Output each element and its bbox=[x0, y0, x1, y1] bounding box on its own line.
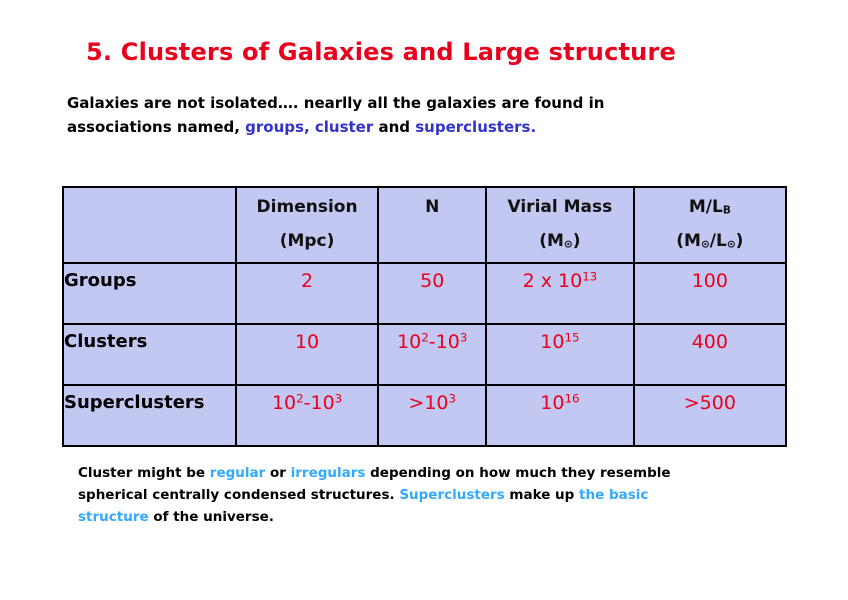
intro-line-1: Galaxies are not isolated…. nearlly all the galaxies are found in bbox=[67, 94, 605, 112]
header-virial-mass bbox=[486, 187, 634, 263]
cell-groups-virial-mass: 2 x $10^{13}$ bbox=[486, 263, 634, 324]
keyword-superclusters: superclusters bbox=[415, 118, 531, 136]
header-empty-cell bbox=[63, 187, 236, 263]
keyword-cluster: cluster bbox=[314, 118, 374, 136]
header-dimension-unit: (Mpc) bbox=[279, 231, 335, 251]
clusters-table bbox=[62, 186, 787, 447]
table-row-groups bbox=[63, 263, 786, 324]
header-virial-mass-label: Virial Mass bbox=[507, 197, 613, 217]
keyword-structure: structure bbox=[78, 509, 149, 525]
cell-superclusters-dimension: $10^2-10^3$ bbox=[236, 385, 379, 446]
cell-clusters-virial-mass: $10^{15}$ bbox=[486, 324, 634, 385]
intro-sep-2: and bbox=[373, 118, 416, 136]
cell-superclusters-n: $>10^3$ bbox=[378, 385, 486, 446]
row-label-superclusters: Superclusters bbox=[63, 385, 236, 446]
note-line-2: spherical centrally condensed structures. Superclusters make up the basic bbox=[78, 487, 649, 503]
keyword-the-basic: the basic bbox=[579, 487, 649, 503]
keyword-irregulars: irregulars bbox=[290, 465, 366, 481]
cell-clusters-dimension: 10 bbox=[236, 324, 379, 385]
header-mass-to-light-label: $M/L_B$ bbox=[688, 197, 731, 217]
note-paragraph bbox=[78, 462, 798, 528]
row-label-groups: Groups bbox=[63, 263, 236, 324]
row-label-clusters: Clusters bbox=[63, 324, 236, 385]
intro-line-2-prefix: associations named, bbox=[67, 118, 246, 136]
table-row-clusters bbox=[63, 324, 786, 385]
header-virial-mass-unit: $(M_⊙)$ bbox=[539, 231, 581, 251]
keyword-superclusters-note: Superclusters bbox=[399, 487, 505, 503]
header-n-label: N bbox=[425, 197, 440, 217]
keyword-groups: groups, bbox=[245, 118, 310, 136]
cell-groups-dimension: 2 bbox=[236, 263, 379, 324]
intro-paragraph bbox=[67, 91, 767, 139]
header-n bbox=[378, 187, 486, 263]
note-line-1: Cluster might be regular or irregulars depending on how much they resemble bbox=[78, 465, 671, 481]
slide-title: 5. Clusters of Galaxies and Large structure bbox=[86, 38, 676, 66]
intro-period: . bbox=[530, 118, 537, 136]
header-mass-to-light-unit: $(M_⊙/L_⊙)$ bbox=[676, 231, 744, 251]
table-row-superclusters bbox=[63, 385, 786, 446]
cell-superclusters-virial-mass: $10^{16}$ bbox=[486, 385, 634, 446]
header-mass-to-light bbox=[634, 187, 786, 263]
cell-superclusters-mass-to-light: >500 bbox=[634, 385, 786, 446]
table-header-row bbox=[63, 187, 786, 263]
header-dimension bbox=[236, 187, 379, 263]
cell-groups-n: 50 bbox=[378, 263, 486, 324]
cell-groups-mass-to-light: 100 bbox=[634, 263, 786, 324]
note-line-3: structure of the universe. bbox=[78, 509, 274, 525]
cell-clusters-n: $10^2-10^3$ bbox=[378, 324, 486, 385]
keyword-regular: regular bbox=[209, 465, 266, 481]
cell-clusters-mass-to-light: 400 bbox=[634, 324, 786, 385]
header-dimension-label: Dimension bbox=[256, 197, 358, 217]
